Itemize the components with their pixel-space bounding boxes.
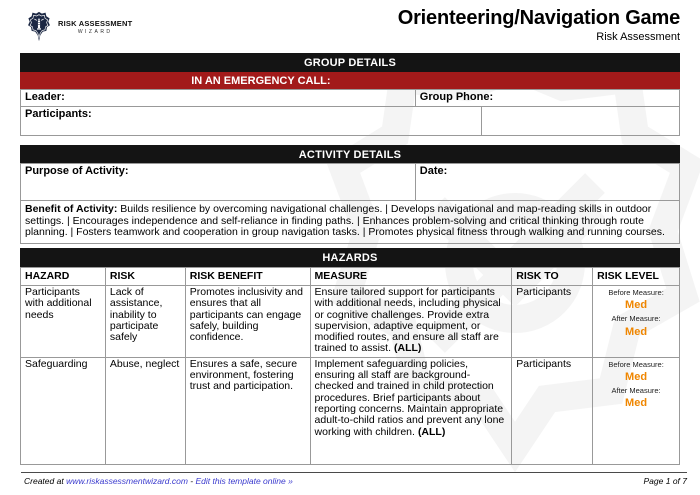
col-risk: RISK <box>105 268 185 286</box>
emergency-label: IN AN EMERGENCY CALL: <box>191 75 331 87</box>
leader-row <box>20 89 680 107</box>
page-title: Orienteering/Navigation Game <box>397 7 680 29</box>
measure-all-tag: (ALL) <box>394 342 422 355</box>
col-measure: MEASURE <box>310 268 512 286</box>
purpose-field: Purpose of Activity: <box>21 164 416 200</box>
col-risk-level: RISK LEVEL <box>593 268 680 286</box>
risk-cell: Abuse, neglect <box>105 357 185 464</box>
measure-text: Implement safeguarding policies, ensuring all staff are background-checked and trained in child protection procedures. Brief participants about reporting concerns. Maintain appropriate adult-to-child ratios and prevent any lone working with children. <box>314 357 505 438</box>
hazard-cell: Participants with additional needs <box>21 286 106 358</box>
benefit-label: Benefit of Activity: <box>25 203 121 215</box>
after-measure-label: After Measure: <box>611 386 661 396</box>
date-field: Date: <box>419 165 448 177</box>
measure-cell <box>310 286 512 358</box>
benefit-row <box>20 200 680 244</box>
brand-name: RISK ASSESSMENT <box>58 18 133 28</box>
after-measure-label: After Measure: <box>611 314 661 324</box>
footer-separator: - <box>187 476 196 486</box>
edit-template-link[interactable]: Edit this template online » <box>195 476 293 486</box>
risk-level-cell <box>593 286 680 358</box>
group-details-header: GROUP DETAILS <box>20 53 680 72</box>
risk-to-cell: Participants <box>512 357 593 464</box>
risk-level-cell <box>593 357 680 464</box>
before-measure-label: Before Measure: <box>608 288 664 297</box>
measure-all-tag: (ALL) <box>417 425 446 438</box>
risk-cell: Lack of assistance, inability to participate safely <box>105 286 185 358</box>
footer-divider <box>21 472 687 473</box>
risk-benefit-cell: Ensures a safe, secure environment, fostering trust and participation. <box>185 357 310 464</box>
page-number: Page 1 of 7 <box>643 476 687 486</box>
activity-details-section <box>20 145 680 244</box>
group-details-section <box>20 53 680 136</box>
emergency-bar <box>20 72 680 90</box>
after-measure-value: Med <box>625 325 648 338</box>
participants-value-cell <box>482 107 679 135</box>
footer-created-text: Created at <box>24 476 67 486</box>
group-phone-field: Group Phone: <box>419 91 494 103</box>
before-measure-label: Before Measure: <box>608 359 664 369</box>
hazards-table <box>20 267 680 465</box>
shield-lighthouse-icon <box>25 11 53 42</box>
table-row <box>21 357 680 464</box>
measure-text: Ensure tailored support for participants with additional needs, including physical or cognitive challenges. Provide extra supervision, adaptive equipment, or modified routes, and ensure all staff are trained to assist. <box>314 286 501 355</box>
hazards-header: HAZARDS <box>20 248 680 267</box>
before-measure-value: Med <box>625 299 648 312</box>
before-measure-value: Med <box>625 371 648 384</box>
risk-to-cell: Participants <box>512 286 593 358</box>
risk-benefit-cell: Promotes inclusivity and ensures that all participants can engage safely, building confidence. <box>185 286 310 358</box>
leader-field: Leader: <box>21 90 416 106</box>
col-risk-benefit: RISK BENEFIT <box>185 268 310 286</box>
participants-row <box>20 106 680 136</box>
participants-field: Participants: <box>21 107 482 135</box>
after-measure-value: Med <box>625 397 648 410</box>
page-subtitle: Risk Assessment <box>596 31 680 43</box>
activity-details-header: ACTIVITY DETAILS <box>20 145 680 164</box>
brand-subname: WIZARD <box>77 28 113 35</box>
brand-logo <box>25 11 132 42</box>
benefit-text: Builds resilience by overcoming navigational challenges. | Develops navigational and map-reading skills in outdoor settings. | Encourages independence and self-reliance in finding paths. | Enhances problem-solving and critical thinking through route planning. | Fosters teamwork and cooperation in group navigation tasks. | Promotes physical fitness through walking and running courses. <box>25 203 665 239</box>
site-link[interactable]: www.riskassessmentwizard.com <box>66 476 188 486</box>
footer-credit <box>24 476 293 486</box>
hazard-cell: Safeguarding <box>21 357 106 464</box>
purpose-row <box>20 163 680 201</box>
hazards-column-header-row <box>21 268 680 286</box>
hazards-section <box>20 248 680 465</box>
col-risk-to: RISK TO <box>512 268 593 286</box>
measure-cell <box>310 357 512 464</box>
table-row <box>21 286 680 358</box>
col-hazard: HAZARD <box>21 268 106 286</box>
